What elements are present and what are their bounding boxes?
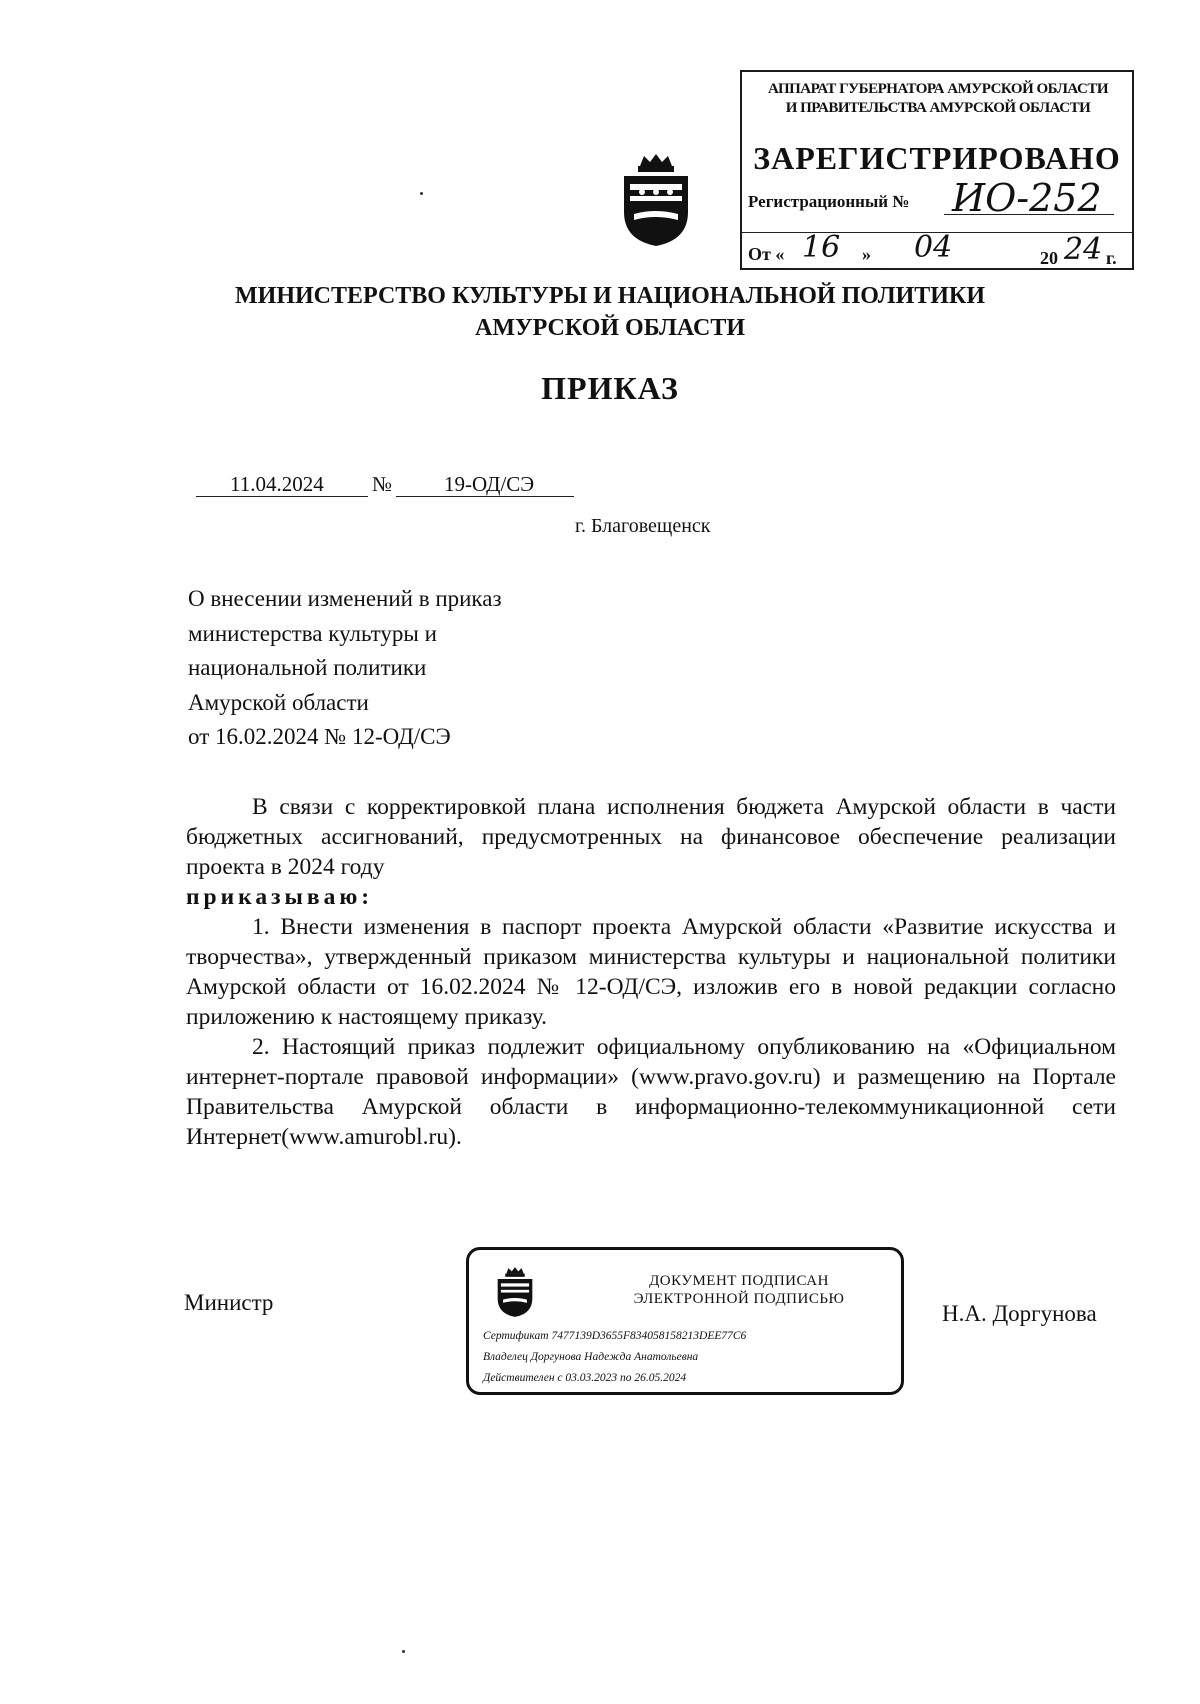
stamp-close-quote: » (862, 244, 871, 264)
registration-stamp (740, 70, 1134, 270)
coat-of-arms-icon (620, 152, 692, 253)
scan-speck (420, 192, 423, 195)
city: г. Благовещенск (575, 515, 711, 537)
stamp-from-label: От « (748, 244, 785, 264)
ministry-name (180, 280, 1040, 344)
order-item-2: 2. Настоящий приказ подлежит официальному опубликованию на «Официальном интернет-портале правовой информации» (www.pravo.gov.ru) и размещению на Портале Правительства Амурской области в информационно-телекоммуникационной сети Интернет(www.amurobl.ru). (186, 1034, 1116, 1150)
signer-name: Н.А. Доргунова (942, 1301, 1097, 1326)
stamp-org-line1: АППАРАТ ГУБЕРНАТОРА АМУРСКОЙ ОБЛАСТИ (767, 81, 1108, 97)
scan-speck (402, 1650, 405, 1653)
stamp-month-underline (882, 268, 1038, 269)
number-underline (396, 496, 574, 497)
order-subject (188, 582, 502, 755)
order-date: 11.04.2024 (230, 472, 324, 496)
order-number: 19-ОД/СЭ (444, 472, 535, 496)
stamp-reg-label: Регистрационный № (748, 192, 910, 211)
signer-position: Министр (184, 1290, 274, 1315)
stamp-year-unit: г. (1106, 248, 1117, 268)
esig-title (579, 1272, 899, 1308)
stamp-year: 24 (1064, 232, 1103, 267)
subject-line: О внесении изменений в приказ (188, 586, 502, 611)
esig-certificate: Сертификат 7477139D3655F834058158213DEE77C6 (483, 1330, 747, 1342)
stamp-month: 04 (914, 230, 953, 265)
order-body (186, 792, 1116, 1152)
electronic-signature-stamp (466, 1247, 904, 1395)
ministry-line1: МИНИСТЕРСТВО КУЛЬТУРЫ И НАЦИОНАЛЬНОЙ ПОЛИТИКИ (235, 283, 985, 309)
stamp-century: 20 (1040, 248, 1058, 268)
esig-owner: Владелец Доргунова Надежда Анатольевна (483, 1351, 699, 1363)
ministry-line2: АМУРСКОЙ ОБЛАСТИ (475, 315, 745, 341)
order-number-sign: № (372, 472, 393, 496)
esig-title-line2: ЭЛЕКТРОННОЙ ПОДПИСЬЮ (633, 1291, 845, 1307)
order-word: приказываю: (186, 884, 374, 910)
preamble: В связи с корректировкой плана исполнения бюджета Амурской области в части бюджетных ассигнований, предусмотренных на финансовое обеспечение реализации проекта в 2024 году (186, 794, 1116, 880)
stamp-org-line2: И ПРАВИТЕЛЬСТВА АМУРСКОЙ ОБЛАСТИ (785, 100, 1091, 116)
stamp-status: ЗАРЕГИСТРИРОВАНО (753, 140, 1121, 176)
coat-of-arms-icon (495, 1266, 535, 1323)
stamp-day-underline (788, 268, 858, 269)
subject-line: министерства культуры и (188, 620, 437, 646)
date-underline (196, 496, 368, 497)
subject-line: национальной политики (188, 655, 427, 680)
esig-validity: Действителен с 03.03.2023 по 26.05.2024 (483, 1372, 687, 1384)
stamp-reg-underline (944, 214, 1114, 215)
subject-line: от 16.02.2024 № 12-ОД/СЭ (188, 724, 451, 749)
stamp-reg-number: ИО-252 (952, 176, 1102, 220)
stamp-day: 16 (802, 230, 841, 265)
order-item-1: 1. Внести изменения в паспорт проекта Амурской области «Развитие искусства и творчества», утвержденный приказом министерства культуры и национальной политики Амурской области от 16.02.2024 № 12-ОД/СЭ, изложив его в новой редакции согласно приложению к настоящему приказу. (186, 914, 1116, 1030)
subject-line: Амурской области (188, 689, 369, 715)
esig-title-line1: ДОКУМЕНТ ПОДПИСАН (649, 1273, 829, 1289)
document-type: ПРИКАЗ (541, 370, 679, 406)
